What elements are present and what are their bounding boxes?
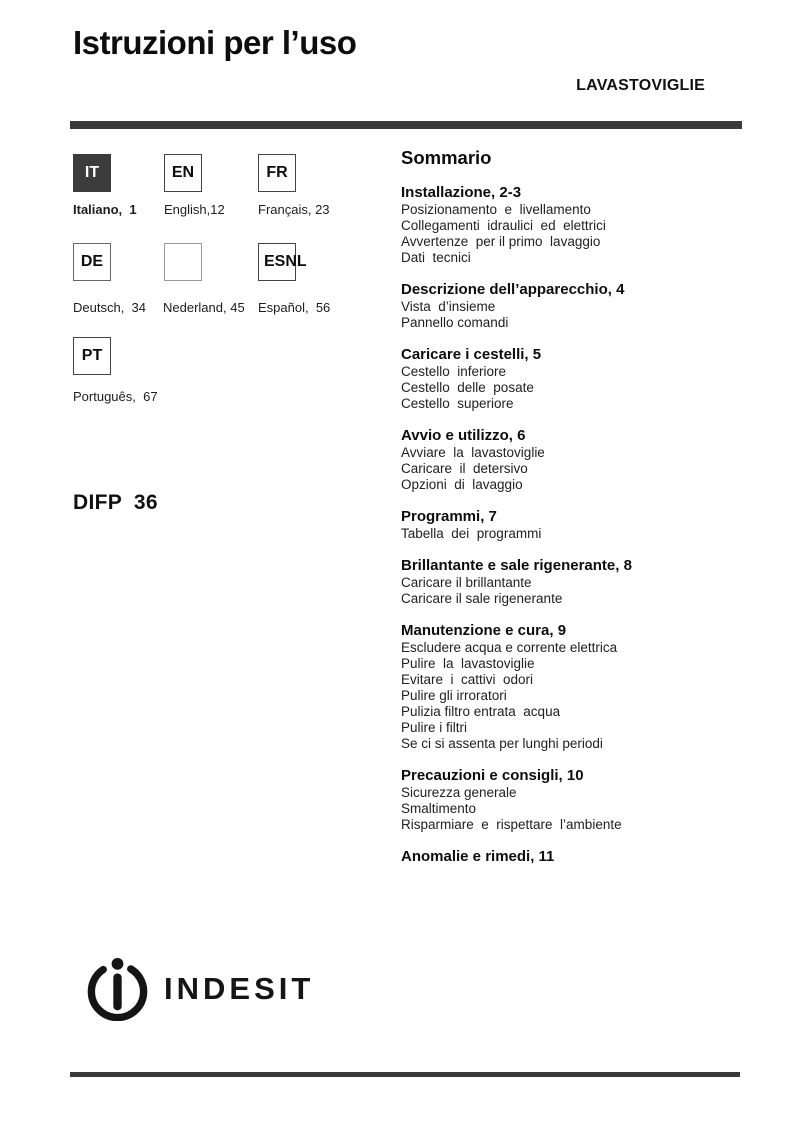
toc-item: Smaltimento [401, 801, 477, 816]
toc-item: Evitare i cattivi odori [401, 672, 534, 687]
language-code-en: EN [171, 164, 195, 181]
toc-section-title: Manutenzione e cura, 9 [401, 622, 567, 639]
language-label-italiano: Italiano, 1 [73, 202, 137, 217]
toc-section-title: Caricare i cestelli, 5 [401, 346, 542, 363]
language-box-de [73, 243, 111, 281]
toc-item: Pannello comandi [401, 315, 509, 330]
language-label-deutsch: Deutsch, 34 [73, 300, 146, 315]
language-label-espanol: Español, 56 [258, 300, 331, 315]
toc-item: Pulire la lavastoviglie [401, 656, 535, 671]
toc-item: Avviare la lavastoviglie [401, 445, 545, 460]
toc-item: Escludere acqua e corrente elettrica [401, 640, 618, 655]
toc-item: Avvertenze per il primo lavaggio [401, 234, 601, 249]
language-code-es: ESNL [264, 253, 307, 270]
toc-section-manutenzione [401, 622, 746, 752]
language-label-francais: Français, 23 [258, 202, 330, 217]
toc-section-title: Programmi, 7 [401, 508, 497, 525]
table-of-contents [401, 147, 746, 866]
toc-item: Risparmiare e rispettare l’ambiente [401, 817, 622, 832]
language-label-english: English,12 [164, 202, 225, 217]
toc-item: Cestello delle posate [401, 380, 534, 395]
language-box-es [258, 243, 307, 281]
toc-section-descrizione [401, 281, 746, 331]
language-box-en [164, 154, 202, 192]
toc-item: Cestello superiore [401, 396, 514, 411]
language-box-fr [258, 154, 296, 192]
toc-heading: Sommario [401, 147, 492, 168]
language-code-pt: PT [81, 347, 103, 364]
toc-item: Posizionamento e livellamento [401, 202, 591, 217]
toc-item: Caricare il brillantante [401, 575, 532, 590]
toc-section-title: Installazione, 2-3 [401, 184, 522, 201]
indesit-logo-icon [84, 954, 151, 1021]
toc-section-title: Avvio e utilizzo, 6 [401, 427, 526, 444]
toc-section-caricare-cestelli [401, 346, 746, 412]
toc-item: Sicurezza generale [401, 785, 517, 800]
toc-item: Cestello inferiore [401, 364, 507, 379]
toc-item: Vista d’insieme [401, 299, 496, 314]
bottom-divider-bar [70, 1072, 740, 1077]
brand-logo [84, 954, 314, 1021]
toc-section-title: Anomalie e rimedi, 11 [401, 848, 555, 865]
toc-item: Collegamenti idraulici ed elettrici [401, 218, 606, 233]
toc-item: Caricare il sale rigenerante [401, 591, 563, 606]
toc-item: Dati tecnici [401, 250, 471, 265]
toc-section-programmi [401, 508, 746, 542]
toc-section-precauzioni [401, 767, 746, 833]
brand-wordmark: INDESIT [164, 970, 315, 1006]
toc-item: Pulizia filtro entrata acqua [401, 704, 561, 719]
toc-item: Tabella dei programmi [401, 526, 542, 541]
page-title: Istruzioni per l’uso [73, 24, 357, 61]
toc-item: Pulire gli irroratori [401, 688, 507, 703]
model-code: DIFP 36 [73, 491, 158, 514]
language-label-portugues: Português, 67 [73, 389, 158, 404]
toc-item: Opzioni di lavaggio [401, 477, 523, 492]
toc-section-installazione [401, 184, 746, 266]
language-code-fr: FR [266, 164, 288, 181]
toc-section-brillantante [401, 557, 746, 607]
language-code-it: IT [84, 164, 100, 181]
toc-section-title: Descrizione dell’apparecchio, 4 [401, 281, 625, 298]
toc-section-avvio [401, 427, 746, 493]
language-box-pt [73, 337, 111, 375]
toc-section-title: Brillantante e sale rigenerante, 8 [401, 557, 632, 574]
toc-section-anomalie [401, 848, 746, 866]
language-code-de: DE [80, 253, 104, 270]
toc-section-title: Precauzioni e consigli, 10 [401, 767, 584, 784]
appliance-type-label: LAVASTOVIGLIE [576, 77, 705, 94]
toc-item: Pulire i filtri [401, 720, 468, 735]
toc-item: Se ci si assenta per lunghi periodi [401, 736, 603, 751]
language-box-nl-empty [164, 243, 202, 281]
language-label-nederland: Nederland, 45 [163, 300, 245, 315]
language-box-it [73, 154, 111, 192]
top-divider-bar [70, 121, 742, 129]
toc-item: Caricare il detersivo [401, 461, 528, 476]
